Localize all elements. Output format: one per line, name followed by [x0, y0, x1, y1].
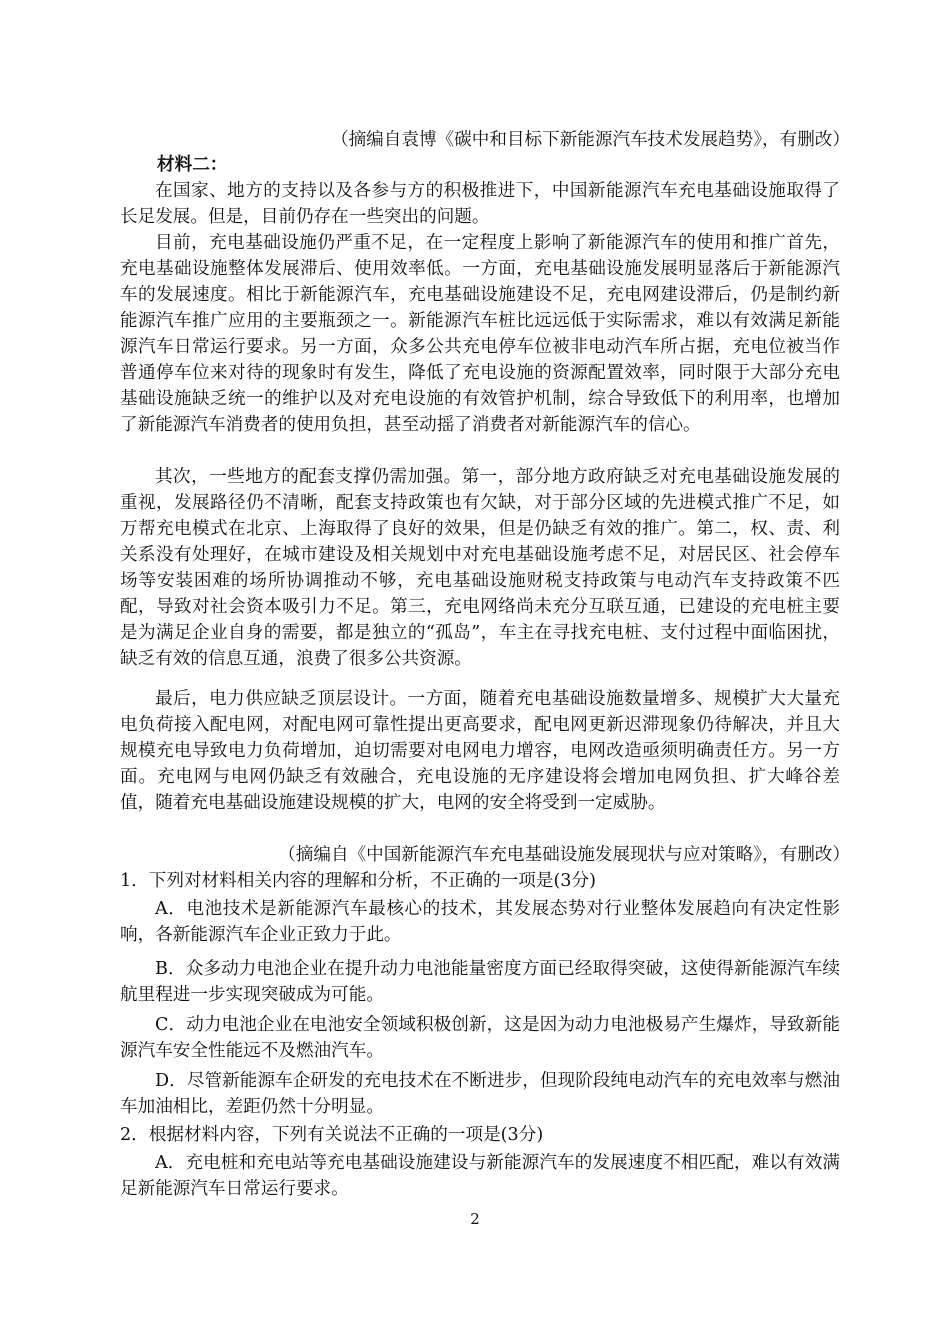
paragraph-3: 其次，一些地方的配套支撑仍需加强。第一，部分地方政府缺乏对充电基础设施发展的重视，发展路径仍不清晰，配套支持政策也有欠缺，对于部分区域的先进模式推广不足，如万帮充电模式在北京、上海取得了良好的效果，但是仍缺乏有效的推广。第二，权、责、利关系没有处理好，在城市建设及相关规划中对充电基础设施考虑不足，对居民区、社会停车场等安装困难的场所协调推动不够，充电基础设施财税支持政策与电动汽车支持政策不匹配，导致对社会资本吸引力不足。第三，充电网络尚未充分互联互通，已建设的充电桩主要是为满足企业自身的需要，都是独立的“孤岛”，车主在寻找充电桩、支付过程中面临困扰，缺乏有效的信息互通，浪费了很多公共资源。	[120, 467, 840, 669]
paragraph-4: 最后，电力供应缺乏顶层设计。一方面，随着充电基础设施数量增多、规模扩大大量充电负荷接入配电网，对配电网可靠性提出更高要求，配电网更新迟滞现象仍待解决，并且大规模充电导致电力负荷增加，迫切需要对电网电力增容，电网改造亟须明确责任方。另一方面。充电网与电网仍缺乏有效融合，充电设施的无序建设将会增加电网负担、扩大峰谷差值，随着充电基础设施建设规模的扩大，电网的安全将受到一定威胁。	[120, 689, 840, 813]
question-1-option-d: D．尽管新能源车企研发的充电技术在不断进步，但现阶段纯电动汽车的充电效率与燃油车加油相比，差距仍然十分明显。	[120, 1071, 840, 1117]
question-1-stem: 1．下列对材料相关内容的理解和分析，不正确的一项是(3分)	[120, 871, 596, 891]
paragraph-1: 在国家、地方的支持以及各参与方的积极推进下，中国新能源汽车充电基础设施取得了长足发展。但是，目前仍存在一些突出的问题。	[120, 181, 840, 227]
question-2-option-a: A．充电桩和充电站等充电基础设施建设与新能源汽车的发展速度不相匹配，难以有效满足新能源汽车日常运行要求。	[120, 1153, 840, 1199]
question-1-option-c: C．动力电池企业在电池安全领域积极创新，这是因为动力电池极易产生爆炸，导致新能源汽车安全性能远不及燃油汽车。	[120, 1015, 840, 1061]
section-heading: 材料二：	[157, 154, 228, 175]
question-2-stem: 2．根据材料内容，下列有关说法不正确的一项是(3分)	[120, 1125, 544, 1145]
question-1-option-a: A．电池技术是新能源汽车最核心的技术，其发展态势对行业整体发展趋向有决定性影响，各新能源汽车企业正致力于此。	[120, 899, 840, 945]
page-number: 2	[470, 1210, 480, 1228]
source-citation-1: （摘编自袁博《碳中和目标下新能源汽车技术发展趋势》，有删改）	[330, 130, 850, 150]
question-1-option-b: B．众多动力电池企业在提升动力电池能量密度方面已经取得突破，这使得新能源汽车续航里程进一步实现突破成为可能。	[120, 959, 840, 1005]
source-citation-2: （摘编自《中国新能源汽车充电基础设施发展现状与应对策略》，有删改）	[278, 845, 850, 865]
paragraph-2: 目前，充电基础设施仍严重不足，在一定程度上影响了新能源汽车的使用和推广首先，充电基础设施整体发展滞后、使用效率低。一方面，充电基础设施发展明显落后于新能源汽车的发展速度。相比于新能源汽车，充电基础设施建设不足，充电网建设滞后，仍是制约新能源汽车推广应用的主要瓶颈之一。新能源汽车桩比远远低于实际需求，难以有效满足新能源汽车日常运行要求。另一方面，众多公共充电停车位被非电动汽车所占据，充电位被当作普通停车位来对待的现象时有发生，降低了充电设施的资源配置效率，同时限于大部分充电基础设施缺乏统一的维护以及对充电设施的有效管护机制，综合导致低下的利用率，也增加了新能源汽车消费者的使用负担，甚至动摇了消费者对新能源汽车的信心。	[120, 233, 840, 435]
